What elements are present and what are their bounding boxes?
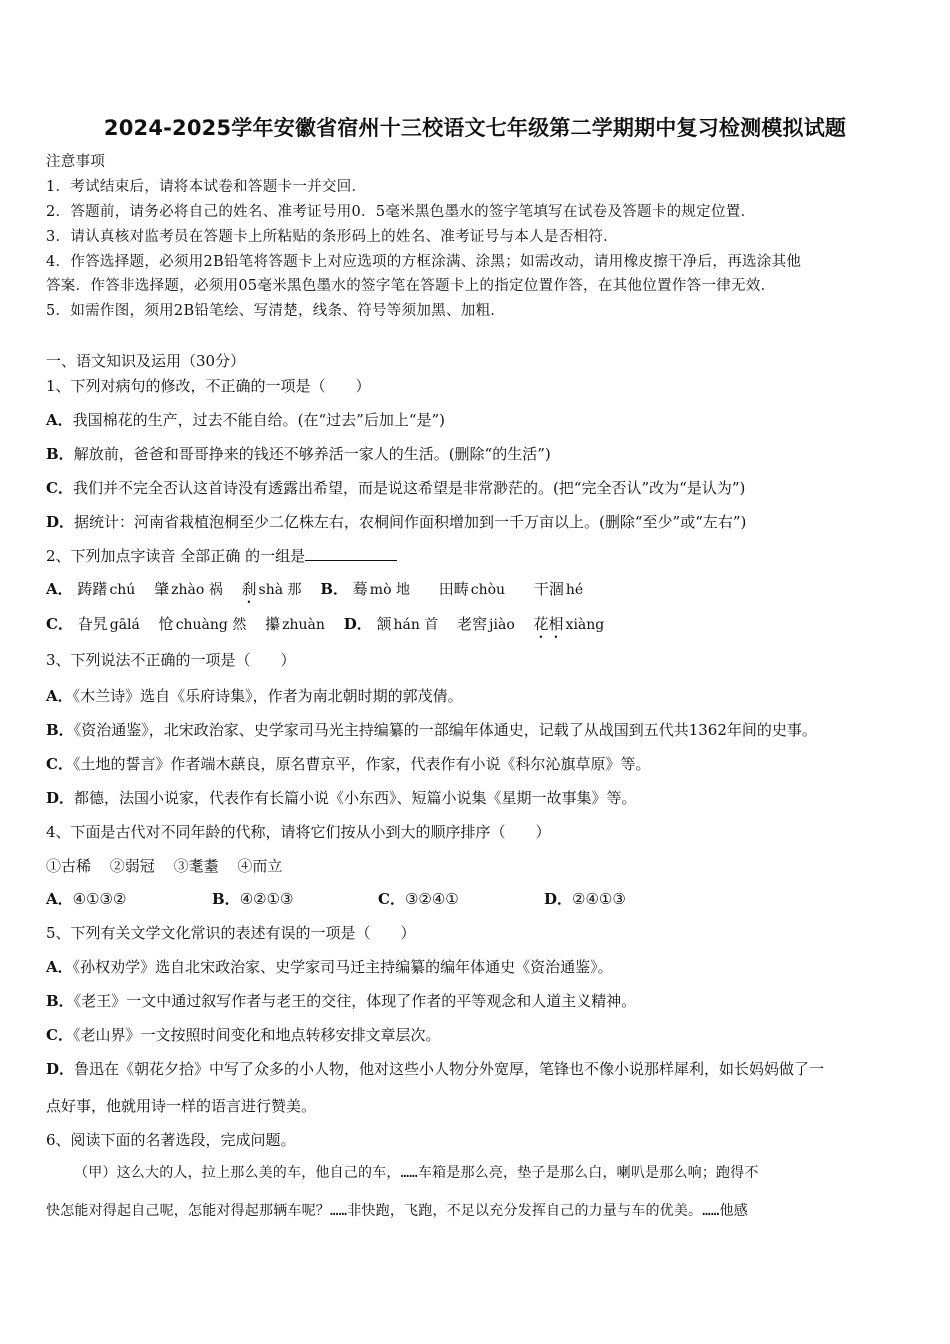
- q1-option-d: [46, 512, 746, 532]
- age-term: ①古稀: [46, 857, 92, 875]
- question-6-stem: 6、阅读下面的名著选段，完成问题。: [46, 1131, 296, 1149]
- notice-item: 5．如需作图，须用2B铅笔绘、写清楚，线条、符号等须加黑、加粗．: [46, 303, 506, 319]
- option-text: 《资治通鉴》，北宋政治家、史学家司马光主持编纂的一部编年体通史，记载了从战国到五代共1362年间的史事。: [73, 721, 817, 739]
- question-4-stem: 4、下面是古代对不同年龄的代称，请将它们按从小到大的顺序排序（ ）: [46, 823, 551, 841]
- option-text: 《老山界》一文按照时间变化和地点转移安排文章层次。: [72, 1026, 441, 1044]
- q4-age-terms: [46, 856, 296, 876]
- option-text: 都德，法国小说家，代表作有长篇小说《小东西》、短篇小说集《星期一故事集》等。: [74, 789, 637, 807]
- q5-option-d-continuation: 点好事，他就用诗一样的语言进行赞美。: [46, 1097, 317, 1115]
- q3-option-d: [46, 788, 637, 808]
- option-letter: C．: [46, 479, 73, 497]
- passage-line: 快怎能对得起自己呢，怎能对得起那辆车呢？……非快跑，飞跑，不足以充分发挥自己的力量与车的优美。……他感: [46, 1203, 748, 1219]
- q1-option-b: [46, 444, 551, 464]
- option-letter: C．: [46, 1026, 73, 1044]
- q5-option-b: [46, 991, 636, 1011]
- q4-options: [46, 889, 710, 909]
- question-1-stem: 1、下列对病句的修改，不正确的一项是（ ）: [46, 377, 371, 395]
- notice-item: 1．考试结束后，请将本试卷和答题卡一并交回．: [46, 179, 367, 195]
- notice-item: 3．请认真核对监考员在答题卡上所粘贴的条形码上的姓名、准考证号与本人是否相符．: [46, 229, 618, 245]
- option-letter: A．: [46, 580, 73, 598]
- age-term: ④而立: [237, 857, 283, 875]
- notice-item: 2．答题前，请务必将自己的姓名、准考证号用0．5毫米黑色墨水的签字笔填写在试卷及答题卡的规定位置．: [46, 204, 756, 220]
- option-letter: C．: [46, 615, 73, 633]
- pinyin-item: 肇 zhào 祸: [154, 580, 223, 598]
- passage-line: （甲）这么大的人，拉上那么美的车，他自己的车，……车箱是那么亮，垫子是那么白，喇叭是那么响；跑得不: [74, 1165, 759, 1181]
- pinyin-item: 刹 shà 那: [241, 580, 302, 598]
- notice-heading: 注意事项: [46, 154, 106, 170]
- option-text: 鲁迅在《朝花夕拾》中写了众多的小人物，他对这些小人物分外宽厚，笔锋也不像小说那样犀利，如长妈妈做了一: [74, 1060, 825, 1078]
- pinyin-item: 蓦 mò 地: [352, 580, 410, 598]
- q5-option-a: [46, 957, 613, 977]
- option-letter: B．: [46, 992, 74, 1010]
- option-letter: D．: [46, 1060, 75, 1078]
- option-letter: B．: [46, 721, 74, 739]
- option-text: 《孙权劝学》选自北宋政治家、史学家司马迁主持编纂的编年体通史《资治通鉴》。: [72, 958, 613, 976]
- q5-option-c: [46, 1025, 440, 1045]
- option-letter: D．: [46, 789, 75, 807]
- option-letter: C．: [46, 755, 73, 773]
- option-text: 《老王》一文中通过叙写作者与老王的交往，体现了作者的平等观念和人道主义精神。: [73, 992, 637, 1010]
- option-text: 我国棉花的生产，过去不能自给。(在“过去”后加上“是”): [72, 411, 446, 429]
- age-term: ③耄耋: [173, 857, 219, 875]
- age-term: ②弱冠: [109, 857, 155, 875]
- option-letter: D．: [343, 615, 372, 633]
- option-text: 《土地的誓言》作者端木蕻良，原名曹京平，作家，代表作有小说《科尔沁旗草原》等。: [72, 755, 651, 773]
- q2-row-ab: [46, 579, 597, 607]
- option-text: 解放前，爸爸和哥哥挣来的钱还不够养活一家人的生活。(删除“的生活”): [73, 445, 551, 463]
- pinyin-item: 怆 chuàng 然: [158, 615, 247, 633]
- pinyin-item: 花相 xiàng: [533, 615, 605, 633]
- page-title: 2024-2025学年安徽省宿州十三校语文七年级第二学期期中复习检测模拟试题: [103, 116, 847, 140]
- option-letter: A．: [46, 687, 73, 705]
- pinyin-item: 老窖 jiào: [457, 615, 515, 633]
- pinyin-item: 田畴 chòu: [438, 580, 506, 598]
- notice-item: 4．作答选择题，必须用2B铅笔将答题卡上对应选项的方框涂满、涂黑；如需改动，请用橡皮擦干净后，再选涂其他: [46, 254, 802, 270]
- q1-option-a: [46, 410, 445, 430]
- question-5-stem: 5、下列有关文学文化常识的表述有误的一项是（ ）: [46, 924, 416, 942]
- pinyin-item: 旮旯 gālá: [77, 615, 140, 633]
- stem-text: 2、下列加点字读音 全部正确 的一组是: [46, 547, 306, 565]
- pinyin-item: 攥 zhuàn: [265, 615, 325, 633]
- notice-item: 答案．作答非选择题，必须用05毫米黑色墨水的签字笔在答题卡上的指定位置作答，在其他位置作答一律无效．: [46, 278, 776, 294]
- q3-option-c: [46, 754, 650, 774]
- q2-row-cd: [46, 614, 618, 642]
- pinyin-item: 干涸 hé: [533, 580, 584, 598]
- question-2-stem: [46, 546, 397, 566]
- option-text: 据统计：河南省栽植泡桐至少二亿株左右，农桐间作面积增加到一千万亩以上。(删除“至少”或“左右”): [74, 513, 747, 531]
- option-text: 《木兰诗》选自《乐府诗集》，作者为南北朝时期的郭茂倩。: [72, 687, 463, 705]
- option-letter: A．: [46, 958, 73, 976]
- answer-blank: [305, 546, 397, 561]
- pinyin-item: 颔 hán 首: [376, 615, 439, 633]
- q1-option-c: [46, 478, 745, 498]
- q4-option-a: A．④①③②: [46, 890, 127, 908]
- option-text: 我们并不完全否认这首诗没有透露出希望，而是说这希望是非常渺茫的。(把“完全否认”改为“是认为”): [72, 479, 746, 497]
- q4-option-b: B．④②①③: [212, 890, 294, 908]
- question-3-stem: 3、下列说法不正确的一项是（ ）: [46, 651, 296, 669]
- pinyin-item: 踌躇 chú: [77, 580, 136, 598]
- q4-option-c: C．③②④①: [378, 890, 459, 908]
- option-letter: B．: [46, 445, 74, 463]
- section-heading: 一、语文知识及运用（30分）: [46, 352, 246, 370]
- q5-option-d: [46, 1059, 824, 1079]
- q3-option-a: [46, 686, 463, 706]
- q4-option-d: D．②④①③: [544, 890, 626, 908]
- option-letter: D．: [46, 513, 75, 531]
- q3-option-b: [46, 720, 817, 740]
- option-letter: A．: [46, 411, 73, 429]
- option-letter: B．: [320, 580, 348, 598]
